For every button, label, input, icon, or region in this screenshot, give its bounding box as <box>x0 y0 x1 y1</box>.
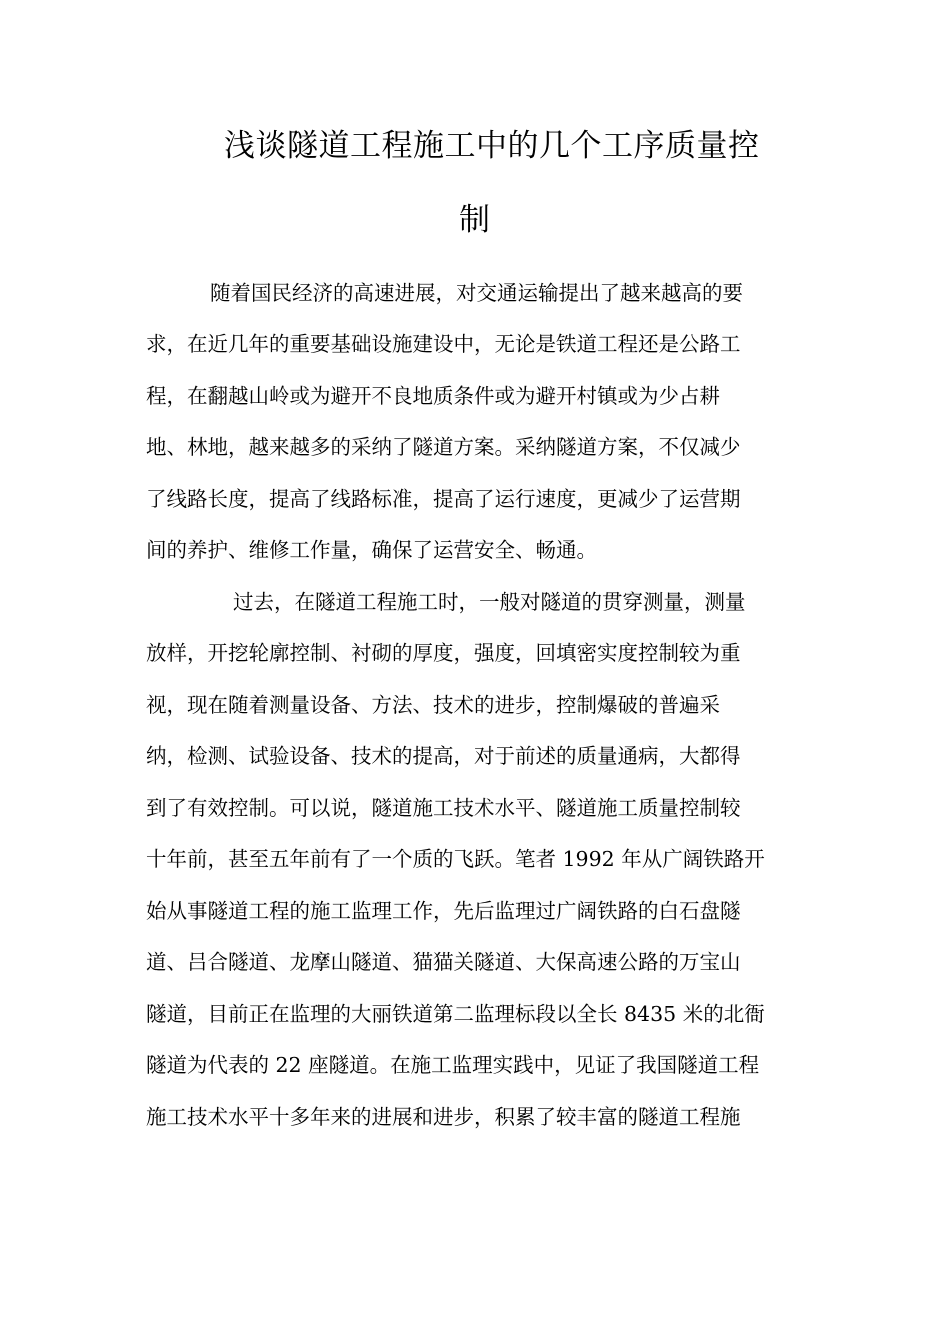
paragraph-1-line: 求，在近几年的重要基础设施建设中，无论是铁道工程还是公路工 <box>146 332 741 356</box>
paragraph-2-line: 道、吕合隧道、龙摩山隧道、猫猫关隧道、大保高速公路的万宝山 <box>146 950 741 974</box>
paragraph-2-line: 到了有效控制。可以说，隧道施工技术水平、隧道施工质量控制较 <box>146 796 741 820</box>
paragraph-1-line: 随着国民经济的高速进展，对交通运输提出了越来越高的要 <box>210 281 743 305</box>
paragraph-1-line: 了线路长度，提高了线路标准，提高了运行速度，更减少了运营期 <box>146 487 741 511</box>
document-title-line-1: 浅谈隧道工程施工中的几个工序质量控 <box>224 128 760 164</box>
paragraph-2-line: 纳，检测、试验设备、技术的提高，对于前述的质量通病，大都得 <box>146 744 741 768</box>
document-title-line-2: 制 <box>459 202 491 238</box>
paragraph-2-line: 施工技术水平十多年来的进展和进步，积累了较丰富的隧道工程施 <box>146 1105 741 1129</box>
paragraph-2-line: 隧道为代表的 22 座隧道。在施工监理实践中，见证了我国隧道工程 <box>146 1053 760 1077</box>
paragraph-1-line: 地、林地，越来越多的采纳了隧道方案。采纳隧道方案，不仅减少 <box>146 435 741 459</box>
paragraph-1-line: 程，在翻越山岭或为避开不良地质条件或为避开村镇或为少占耕 <box>146 384 720 408</box>
paragraph-1-line: 间的养护、维修工作量，确保了运营安全、畅通。 <box>146 538 597 562</box>
paragraph-2-line: 放样，开挖轮廓控制、衬砌的厚度，强度，回填密实度控制较为重 <box>146 641 741 665</box>
paragraph-2-line: 十年前，甚至五年前有了一个质的飞跃。笔者 1992 年从广阔铁路开 <box>146 847 765 871</box>
paragraph-2-line: 隧道，目前正在监理的大丽铁道第二监理标段以全长 8435 米的北衙 <box>146 1002 765 1026</box>
paragraph-2-line: 始从事隧道工程的施工监理工作，先后监理过广阔铁路的白石盘隧 <box>146 899 741 923</box>
paragraph-2-line: 视，现在随着测量设备、方法、技术的进步，控制爆破的普遍采 <box>146 693 720 717</box>
paragraph-2-line: 过去，在隧道工程施工时，一般对隧道的贯穿测量，测量 <box>233 590 746 614</box>
